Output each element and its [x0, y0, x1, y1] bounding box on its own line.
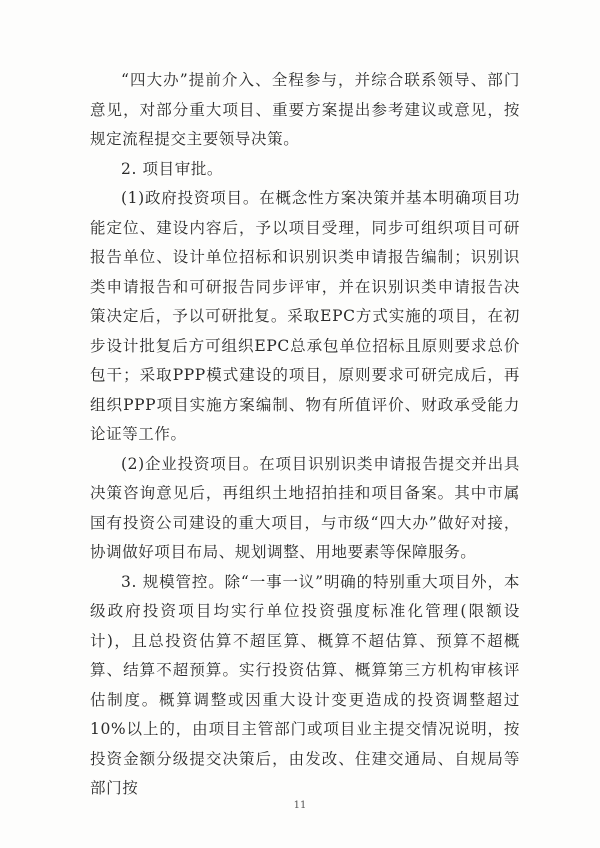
paragraph-scale-control: 3. 规模管控。除“一事一议”明确的特别重大项目外，本级政府投资项目均实行单位投资强度标准化管理(限额设计)，且总投资估算不超匡算、概算不超估算、预算不超概算、结算不超预算。实行投资估算、概算第三方机构审核评估制度。概算调整或因重大设计变更造成的投资调整超过10%以上的，由项目主管部门或项目业主提交情况说明，按投资金额分级提交决策后，由发改、住建交通局、自规局等部门按 — [90, 572, 520, 797]
paragraph-government-investment: (1)政府投资项目。在概念性方案决策并基本明确项目功能定位、建设内容后，予以项目受理，同步可组织项目可研报告单位、设计单位招标和识别识类申请报告编制；识别识类申请报告和可研报告同步评审，并在识别识类申请报告决策决定后，予以可研批复。采取EPC方式实施的项目，在初步设计批复后方可组织EPC总承包单位招标且原则要求总价包干；采取PPP模式建设的项目，原则要求可研完成后，再组织PPP项目实施方案编制、物有所值评价、财政承受能力论证等工作。 — [90, 189, 520, 443]
heading-project-approval: 2. 项目审批。 — [121, 159, 224, 178]
paragraph-enterprise-investment: (2)企业投资项目。在项目识别识类申请报告提交并出具决策咨询意见后，再组织土地招拍挂和项目备案。其中市属国有投资公司建设的重大项目，与市级“四大办”做好对接，协调做好项目布局、规划调整、用地要素等保障服务。 — [90, 454, 520, 561]
body-text — [90, 66, 520, 804]
page-number: 11 — [293, 800, 307, 811]
paragraph-intro: “四大办”提前介入、全程参与，并综合联系领导、部门意见，对部分重大项目、重要方案提出参考建议或意见，按规定流程提交主要领导决策。 — [90, 71, 520, 148]
